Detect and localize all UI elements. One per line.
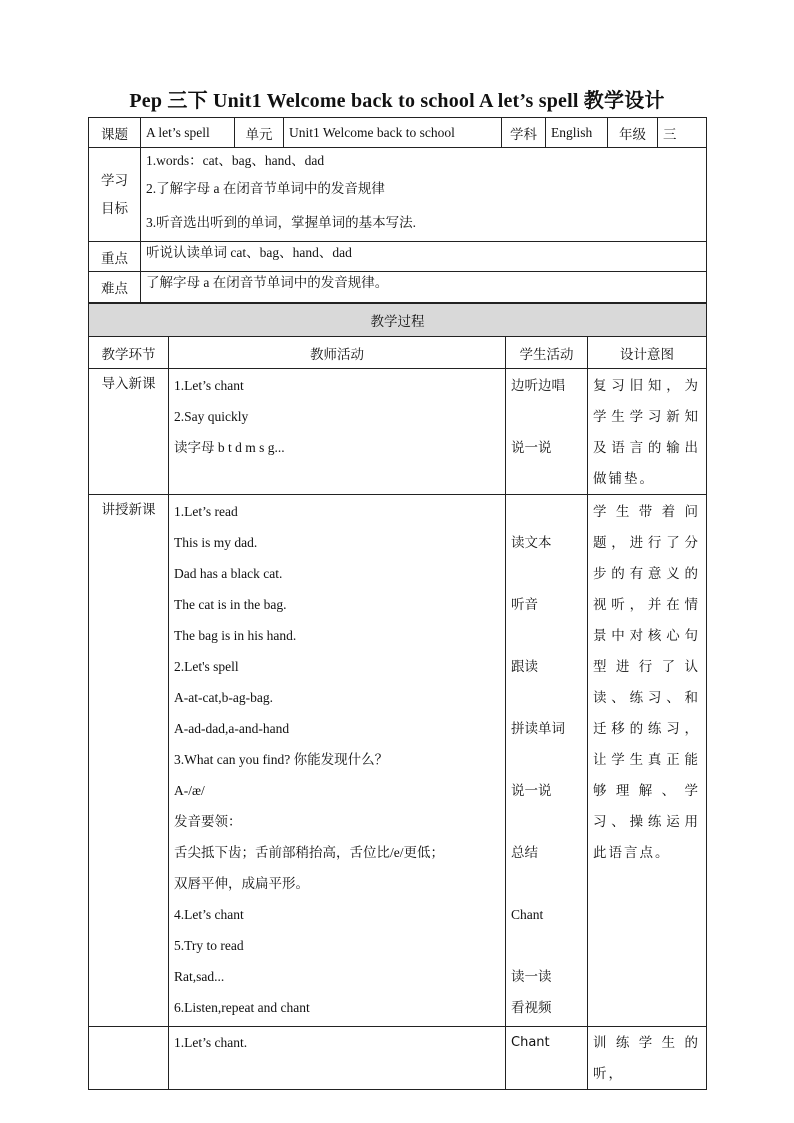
teacher-line: 1.Let’s chant [174, 378, 244, 393]
teacher-line: 发音要领： [174, 814, 242, 829]
teacher-activity-cell [169, 495, 506, 1027]
objectives-cell [141, 148, 707, 242]
difficulty-text: 了解字母 a 在闭音节单词中的发音规律。 [141, 272, 707, 303]
student-activity-cell [506, 495, 588, 1027]
teacher-line: 2.Let's spell [174, 659, 239, 674]
subject-value: English [546, 118, 608, 148]
student-line: 说一说 [511, 783, 552, 798]
teacher-line: 1.Let’s read [174, 504, 238, 519]
key-point-label: 重点 [89, 242, 141, 272]
teacher-line: The cat is in the bag. [174, 597, 287, 612]
document-title: Pep 三下 Unit1 Welcome back to school A let’s spell 教学设计 [129, 90, 665, 112]
student-activity-cell [506, 1027, 588, 1090]
objective-item: 2.了解字母 a 在闭音节单词中的发音规律 [146, 181, 385, 196]
student-line: 说一说 [511, 440, 552, 455]
student-line: Chant [511, 1035, 550, 1050]
student-line [511, 558, 587, 589]
objective-item: 1.words：cat、bag、hand、dad [146, 153, 325, 168]
column-header-intent: 设计意图 [588, 337, 707, 369]
label-grade: 年级 [608, 118, 658, 148]
teacher-line: 5.Try to read [174, 938, 244, 953]
process-table [88, 303, 707, 1090]
design-intent-cell: 复习旧知，为学生学习新知及语言的输出做铺垫。 [588, 369, 707, 495]
teacher-activity-cell [169, 1027, 506, 1090]
teacher-line: This is my dad. [174, 535, 258, 550]
student-line [511, 930, 587, 961]
student-line: 听音 [511, 597, 538, 612]
teacher-line: 4.Let’s chant [174, 907, 244, 922]
teacher-line: 1.Let’s chant. [174, 1035, 248, 1050]
teacher-line: 2.Say quickly [174, 409, 249, 424]
stage-cell: 导入新课 [89, 369, 169, 495]
student-line: 边听边唱 [511, 378, 565, 393]
objective-item: 3.听音选出听到的单词，掌握单词的基本写法. [146, 215, 416, 230]
column-header-teacher: 教师活动 [169, 337, 506, 369]
objectives-label-line1: 学习 [101, 172, 128, 188]
stage-cell: 讲授新课 [89, 495, 169, 1027]
student-line: 读一读 [511, 969, 552, 984]
teacher-line: 3.What can you find? 你能发现什么？ [174, 752, 389, 767]
topic-value: A let’s spell [141, 118, 235, 148]
student-activity-cell [506, 369, 588, 495]
student-line: 总结 [511, 845, 538, 860]
teacher-line: The bag is in his hand. [174, 628, 297, 643]
teacher-line: Dad has a black cat. [174, 566, 283, 581]
student-line [511, 868, 587, 899]
teacher-line: 读字母 b t d m s g... [174, 440, 285, 455]
grade-value: 三 [658, 118, 707, 148]
teacher-line: Rat,sad... [174, 969, 225, 984]
process-header: 教学过程 [89, 304, 707, 337]
column-header-student: 学生活动 [506, 337, 588, 369]
objectives-label [89, 148, 141, 242]
label-subject: 学科 [502, 118, 546, 148]
student-line [511, 401, 587, 432]
design-intent-cell: 训练学生的听， [588, 1027, 707, 1090]
stage-cell [89, 1027, 169, 1090]
label-topic: 课题 [89, 118, 141, 148]
teacher-line: A-at-cat,b-ag-bag. [174, 690, 273, 705]
student-line [511, 682, 587, 713]
teacher-line: 舌尖抵下齿；舌前部稍抬高，舌位比/e/更低； [174, 845, 444, 860]
teacher-line: A-/æ/ [174, 783, 205, 798]
teacher-activity-cell [169, 369, 506, 495]
teacher-line: 6.Listen,repeat and chant [174, 1000, 310, 1015]
unit-value: Unit1 Welcome back to school [284, 118, 502, 148]
student-line [511, 620, 587, 651]
student-line: 读文本 [511, 535, 552, 550]
teacher-line: 双唇平伸，成扁平形。 [174, 876, 309, 891]
student-line [511, 496, 587, 527]
design-intent-cell: 学生带着问题，进行了分步的有意义的视听，并在情景中对核心句型进行了认读、练习、和迁移的练习，让学生真正能够理解、学习、操练运用此语言点。 [588, 495, 707, 1027]
teacher-line: A-ad-dad,a-and-hand [174, 721, 290, 736]
objectives-label-line2: 目标 [101, 200, 128, 216]
key-point-text: 听说认读单词 cat、bag、hand、dad [141, 242, 707, 272]
student-line: Chant [511, 907, 544, 922]
student-line [511, 744, 587, 775]
info-table [88, 117, 707, 303]
difficulty-label: 难点 [89, 272, 141, 303]
student-line: 跟读 [511, 659, 538, 674]
column-header-stage: 教学环节 [89, 337, 169, 369]
student-line [511, 806, 587, 837]
student-line: 看视频 [511, 1000, 552, 1015]
label-unit: 单元 [235, 118, 284, 148]
student-line: 拼读单词 [511, 721, 565, 736]
